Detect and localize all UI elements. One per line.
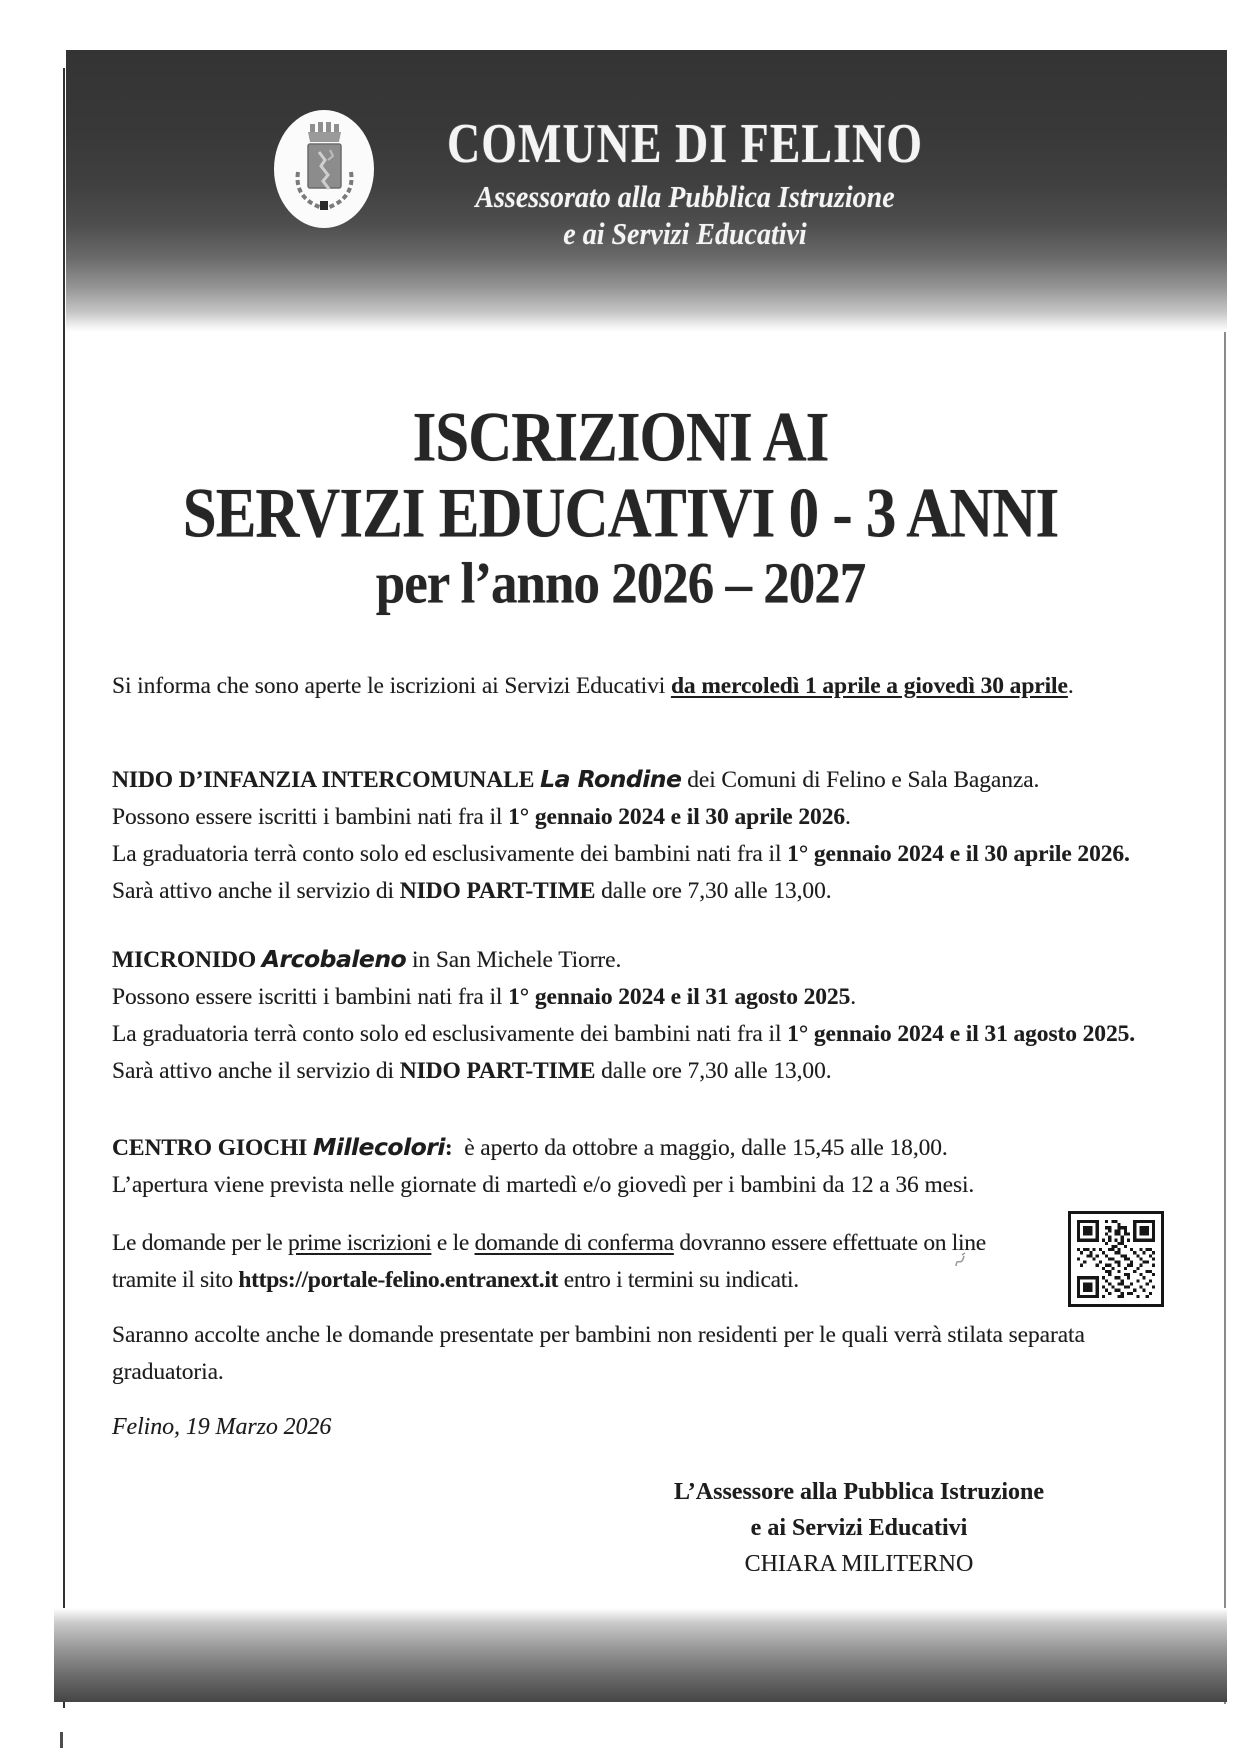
intro-dates-emphasis: da mercoledì 1 aprile a giovedì 30 aprile (670, 673, 1068, 699)
department-line-2: e ai Servizi Educativi (563, 218, 807, 252)
header-banner (66, 50, 1227, 332)
centro-name: Millecolori (313, 1133, 445, 1161)
centro-schedule-line: L’apertura viene prevista nelle giornate di martedì e/o giovedì per i bambini da 12 a 36 mesi. (112, 1172, 975, 1198)
centro-giochi-paragraph (112, 1129, 1144, 1204)
prime-iscrizioni-underline: prime iscrizioni (288, 1230, 432, 1256)
non-residenti-paragraph: Saranno accolte anche le domande presentate per bambini non residenti per le quali verrà stilata separata graduatoria. (112, 1322, 1085, 1385)
intro-paragraph (112, 668, 1144, 705)
nido-eligibility-line: Possono essere iscritti i bambini nati fra il 1° gennaio 2024 e il 30 aprile 2026. (112, 804, 851, 830)
dateline: Felino, 19 Marzo 2026 (112, 1414, 332, 1440)
footer-banner (54, 1608, 1227, 1702)
centro-heading-line: CENTRO GIOCHI Millecolori: è aperto da ottobre a maggio, dalle 15,45 alle 18,00. (112, 1133, 948, 1161)
signature-role-line-1: L’Assessore alla Pubblica Istruzione (673, 1479, 1045, 1505)
centro-heading: CENTRO GIOCHI (112, 1135, 313, 1161)
signature-role-line-2: e ai Servizi Educativi (750, 1515, 968, 1541)
micronido-ranking-line: La graduatoria terrà conto solo ed esclusivamente dei bambini nati fra il 1° gennaio 2024 e il 31 agosto 2025. (112, 1021, 1136, 1047)
intro-text: Si informa che sono aperte le iscrizioni ai Servizi Educativi (112, 673, 671, 699)
doc-title-line-3: per l’anno 2026 – 2027 (375, 552, 866, 616)
header-text-block (360, 112, 1010, 252)
qr-code-icon (1077, 1220, 1155, 1298)
micronido-eligibility-line: Possono essere iscritti i bambini nati fra il 1° gennaio 2024 e il 31 agosto 2025. (112, 984, 857, 1010)
domande-paragraph: Le domande per le prime iscrizioni e le domande di conferma dovranno essere effettuate on line tramite il sito https://portale-felino.entranext.it entro i termini su indicati. (112, 1230, 986, 1293)
signature-block (618, 1474, 1100, 1582)
nido-heading: NIDO D’INFANZIA INTERCOMUNALE (112, 767, 541, 793)
department-line-1: Assessorato alla Pubblica Istruzione (475, 181, 895, 215)
nido-heading-line (112, 761, 1144, 799)
micronido-paragraph (112, 941, 1144, 1090)
nido-heading-rest: dei Comuni di Felino e Sala Baganza. (681, 767, 1040, 793)
micronido-name: Arcobaleno (261, 945, 407, 973)
scan-artifact-squiggle (952, 1252, 968, 1270)
signature-name: CHIARA MILITERNO (744, 1551, 974, 1577)
micronido-parttime-line: Sarà attivo anche il servizio di NIDO PART-TIME dalle ore 7,30 alle 13,00. (112, 1058, 832, 1084)
micronido-heading: MICRONIDO (112, 947, 262, 973)
qr-code-frame (1068, 1211, 1164, 1307)
domande-conferma-underline: domande di conferma (474, 1230, 674, 1256)
intro-period: . (1067, 673, 1074, 699)
nido-infanzia-paragraph (112, 761, 1144, 910)
micronido-heading-rest: in San Michele Tiorre. (406, 947, 622, 973)
doc-title-line-1: ISCRIZIONI AI (412, 399, 829, 477)
scan-edge-line-left (63, 68, 65, 1708)
nido-name: La Rondine (540, 765, 682, 793)
nido-parttime-line: Sarà attivo anche il servizio di NIDO PART-TIME dalle ore 7,30 alle 13,00. (112, 878, 832, 904)
scan-artifact-tick (60, 1732, 63, 1748)
municipality-title: COMUNE DI FELINO (446, 112, 924, 175)
portal-url: https://portale-felino.entranext.it (238, 1267, 559, 1293)
micronido-heading-line (112, 941, 1144, 979)
doc-title-line-2: SERVIZI EDUCATIVI 0 - 3 ANNI (182, 475, 1059, 553)
nido-ranking-line: La graduatoria terrà conto solo ed esclusivamente dei bambini nati fra il 1° gennaio 2024 e il 30 aprile 2026. (112, 841, 1130, 867)
